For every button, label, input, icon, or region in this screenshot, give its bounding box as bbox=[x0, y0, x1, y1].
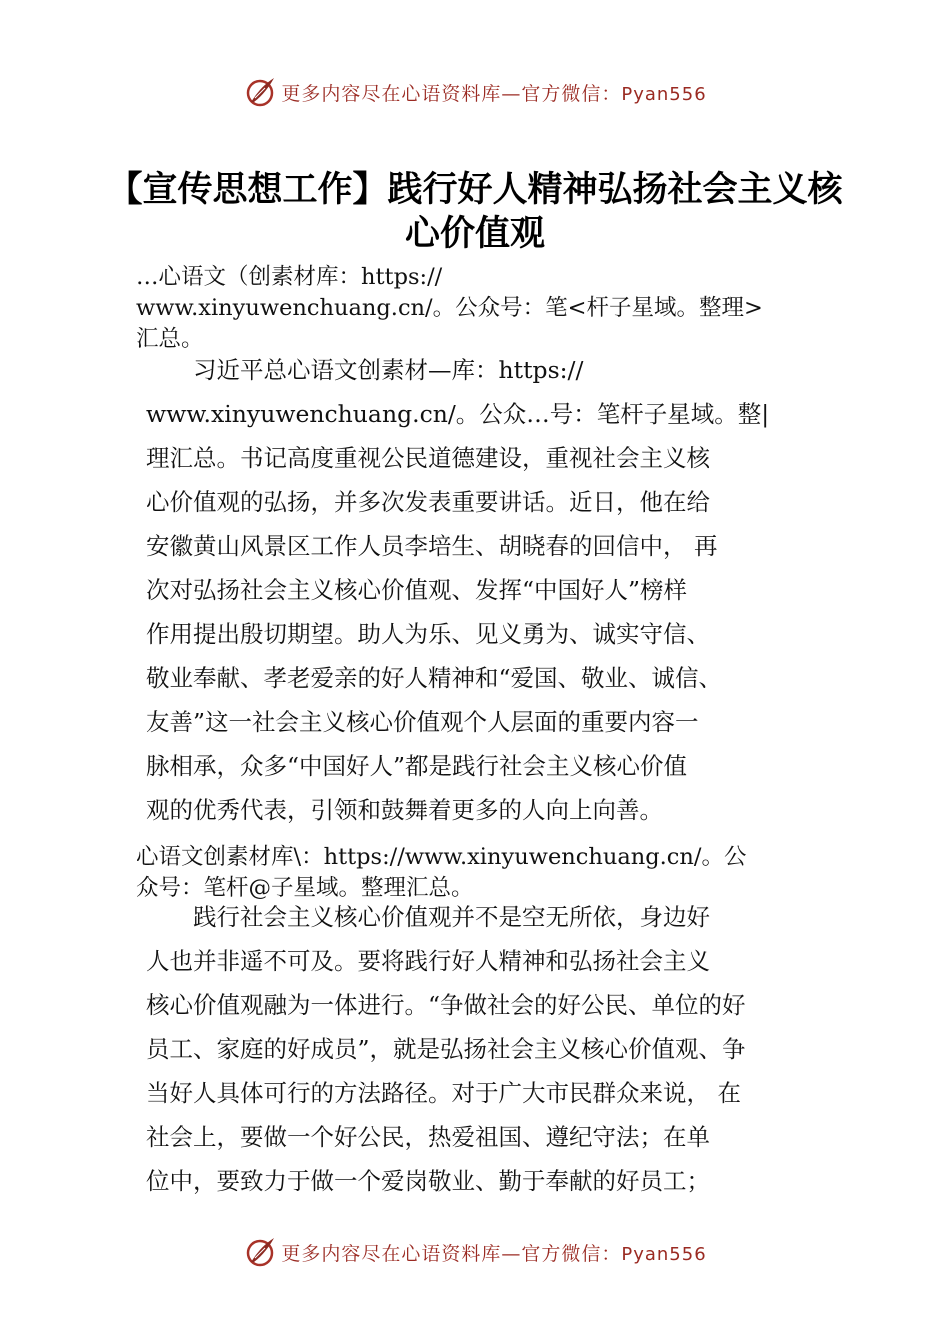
paragraph-2: 践行社会主义核心价值观并不是空无所依，身边好 人也并非遥不可及。要将践行好人精神和弘扬社会主义 核心价值观融为一体进行。“争做社会的好公民、单位的好 员工、家庭的好成员”，就是弘扬社会主义核心价值观、争 当好人具体可行的方法路径。对于广大市民群众来说， 在 社会上，要做一个好公民，热爱祖国、遵纪守法；在单 位中，要致力于做一个爱岗敬业、勤于奉献的好员工； bbox=[146, 903, 746, 1195]
wechat-id: Pyan556 bbox=[621, 83, 707, 105]
wechat-id: Pyan556 bbox=[621, 1243, 707, 1265]
quill-logo-icon bbox=[243, 75, 277, 109]
page-title: 【宣传思想工作】践行好人精神弘扬社会主义核心价值观 bbox=[107, 170, 843, 254]
quill-logo-icon bbox=[243, 1235, 277, 1269]
header-banner bbox=[0, 70, 950, 114]
banner-slogan: 更多内容尽在心语资料库—官方微信： bbox=[281, 82, 622, 105]
source-note-1: …心语文（创素材库：https:// www.xinyuwenchuang.cn/。公众号：笔<杆子星域。整理> 汇总。 bbox=[136, 264, 763, 352]
source-note-2: 心语文创素材库\：https://www.xinyuwenchuang.cn/。公 众号：笔杆@子星域。整理汇总。 bbox=[136, 844, 747, 901]
paragraph-1: 习近平总心语文创素材—库：https:// www.xinyuwenchuang.cn/。公众…号：笔杆子星域。整| 理汇总。书记高度重视公民道德建设，重视社会主义核 心价值观的弘扬，并多次发表重要讲话。近日，他在给 安徽黄山风景区工作人员李培生、胡晓春的回信中， 再 次对弘扬社会主义核心价值观、发挥“中国好人”榜样 作用提出殷切期望。助人为乐、见义勇为、诚实守信、 敬业奉献、孝老爱亲的好人精神和“爱国、敬业、诚信、 友善”这一社会主义核心价值观个人层面的重要内容一 脉相承，众多“中国好人”都是践行社会主义核心价值 观的优秀代表，引领和鼓舞着更多的人向上向善。 bbox=[146, 356, 770, 824]
banner-slogan: 更多内容尽在心语资料库—官方微信： bbox=[281, 1242, 622, 1265]
footer-banner bbox=[0, 1230, 950, 1274]
banner-text bbox=[281, 1239, 706, 1266]
banner-text bbox=[281, 79, 706, 106]
